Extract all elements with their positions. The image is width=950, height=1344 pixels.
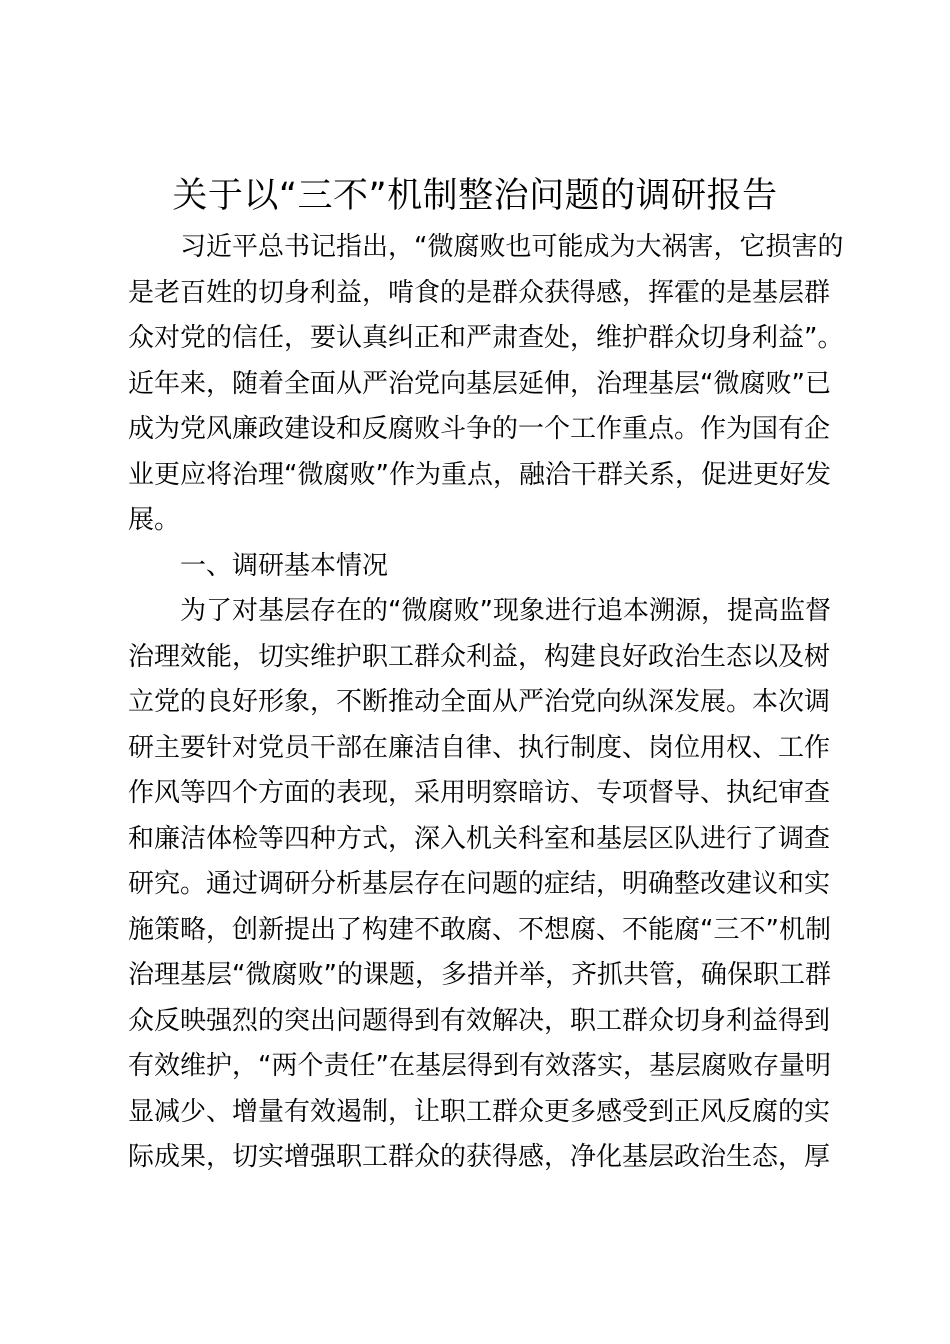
document-title: 关于以“三不”机制整治问题的调研报告 bbox=[172, 176, 778, 216]
paragraph-line: 研主要针对党员干部在廉洁自律、执行制度、岗位用权、工作 bbox=[128, 732, 831, 763]
paragraph-line: 作风等四个方面的表现，采用明察暗访、专项督导、执纪审查 bbox=[128, 778, 831, 808]
paragraph-line: 业更应将治理“微腐败”作为重点，融洽干群关系，促进更好发 bbox=[128, 459, 831, 490]
paragraph-line: 立党的良好形象，不断推动全面从严治党向纵深发展。本次调 bbox=[128, 687, 831, 717]
paragraph-line: 展。 bbox=[128, 505, 181, 535]
paragraph-line: 成为党风廉政建设和反腐败斗争的一个工作重点。作为国有企 bbox=[128, 414, 831, 444]
paragraph-line: 为了对基层存在的“微腐败”现象进行追本溯源，提高监督 bbox=[180, 596, 831, 626]
paragraph-line: 有效维护，“两个责任”在基层得到有效落实，基层腐败存量明 bbox=[128, 1051, 831, 1081]
section-heading: 一、调研基本情况 bbox=[180, 550, 389, 581]
paragraph-line: 是老百姓的切身利益，啃食的是群众获得感，挥霍的是基层群 bbox=[128, 277, 831, 308]
document-body bbox=[128, 225, 844, 1181]
paragraph-line: 施策略，创新提出了构建不敢腐、不想腐、不能腐“三不”机制 bbox=[128, 914, 831, 945]
paragraph-line: 和廉洁体检等四种方式，深入机关科室和基层区队进行了调查 bbox=[128, 823, 831, 854]
paragraph-line: 研究。通过调研分析基层存在问题的症结，明确整改建议和实 bbox=[128, 869, 831, 899]
paragraph-line: 显减少、增量有效遏制，让职工群众更多感受到正风反腐的实 bbox=[128, 1096, 831, 1127]
paragraph-line: 治理效能，切实维护职工群众利益，构建良好政治生态以及树 bbox=[128, 641, 831, 672]
paragraph-line: 治理基层“微腐败”的课题，多措并举，齐抓共管，确保职工群 bbox=[128, 960, 831, 990]
paragraph-line: 习近平总书记指出，“微腐败也可能成为大祸害，它损害的 bbox=[180, 232, 844, 262]
paragraph-line: 众反映强烈的突出问题得到有效解决，职工群众切身利益得到 bbox=[128, 1005, 831, 1036]
paragraph-line: 众对党的信任，要认真纠正和严肃查处，维护群众切身利益”。 bbox=[128, 323, 844, 353]
paragraph-line: 近年来，随着全面从严治党向基层延伸，治理基层“微腐败”已 bbox=[128, 368, 831, 399]
paragraph-line: 际成果，切实增强职工群众的获得感，净化基层政治生态，厚 bbox=[128, 1142, 831, 1172]
